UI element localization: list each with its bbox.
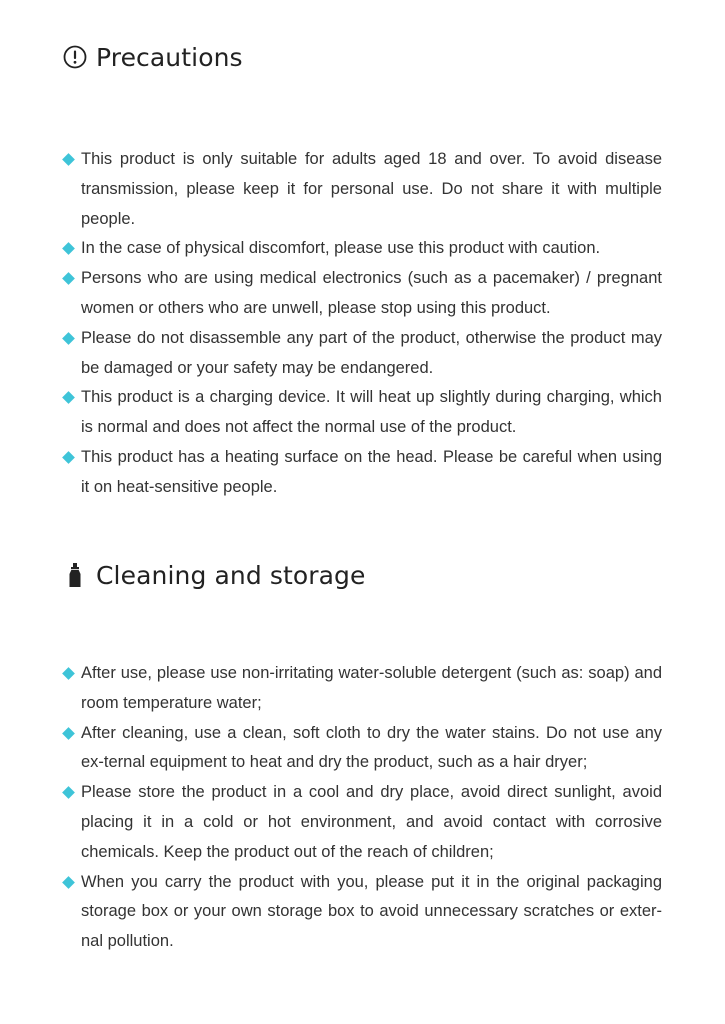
diamond-bullet-icon — [62, 272, 75, 285]
cleaning-header — [62, 556, 662, 594]
diamond-bullet-icon — [62, 243, 75, 256]
precaution-item — [62, 443, 662, 503]
diamond-bullet-icon — [62, 392, 75, 405]
precautions-list — [62, 145, 662, 503]
precaution-item — [62, 145, 662, 234]
diamond-bullet-icon — [62, 332, 75, 345]
cleaning-title: Cleaning and storage — [96, 560, 366, 590]
precaution-text: Please do not disassemble any part of the product, otherwise the product may be damaged or your safety may be endangered. — [81, 328, 662, 377]
cleaning-text: When you carry the product with you, please put it in the original packaging storage box or your own storage box to avoid unnecessary scratches or exter-nal pollution. — [81, 872, 662, 951]
spray-bottle-icon — [62, 562, 88, 588]
diamond-bullet-icon — [62, 451, 75, 464]
cleaning-text: After cleaning, use a clean, soft cloth to dry the water stains. Do not use any ex-ternal equipment to heat and dry the product, such as a hair dryer; — [81, 723, 662, 772]
diamond-bullet-icon — [62, 786, 75, 799]
precaution-text: This product is only suitable for adults aged 18 and over. To avoid disease transmission, please keep it for personal use. Do not share it with multiple people. — [81, 150, 662, 228]
precaution-item — [62, 324, 662, 384]
precaution-text: In the case of physical discomfort, please use this product with caution. — [81, 239, 601, 258]
precaution-text: Persons who are using medical electronics (such as a pacemaker) / pregnant women or others who are unwell, please stop using this product. — [81, 269, 662, 317]
exclamation-circle-icon — [62, 44, 88, 70]
cleaning-item — [62, 868, 662, 957]
precaution-text: This product has a heating surface on the head. Please be careful when using it on heat-sensitive people. — [81, 447, 662, 496]
diamond-bullet-icon — [62, 153, 75, 166]
precaution-text: This product is a charging device. It will heat up slightly during charging, which is normal and does not affect the normal use of the product. — [81, 388, 662, 437]
precaution-item — [62, 234, 662, 264]
cleaning-list — [62, 659, 662, 957]
precaution-item — [62, 383, 662, 443]
precaution-item — [62, 264, 662, 324]
cleaning-item — [62, 778, 662, 867]
diamond-bullet-icon — [62, 876, 75, 889]
cleaning-text: After use, please use non-irritating water-soluble detergent (such as: soap) and room temperature water; — [81, 664, 662, 712]
precautions-section — [62, 38, 662, 503]
diamond-bullet-icon — [62, 727, 75, 740]
cleaning-text: Please store the product in a cool and dry place, avoid direct sunlight, avoid placing it in a cold or hot environment, and avoid contact with corrosive chemicals. Keep the product out of the reach of children; — [81, 783, 662, 861]
diamond-bullet-icon — [62, 667, 75, 680]
precautions-title: Precautions — [96, 42, 243, 72]
cleaning-section — [62, 556, 662, 957]
cleaning-item — [62, 719, 662, 779]
precautions-header — [62, 38, 662, 76]
cleaning-item — [62, 659, 662, 719]
